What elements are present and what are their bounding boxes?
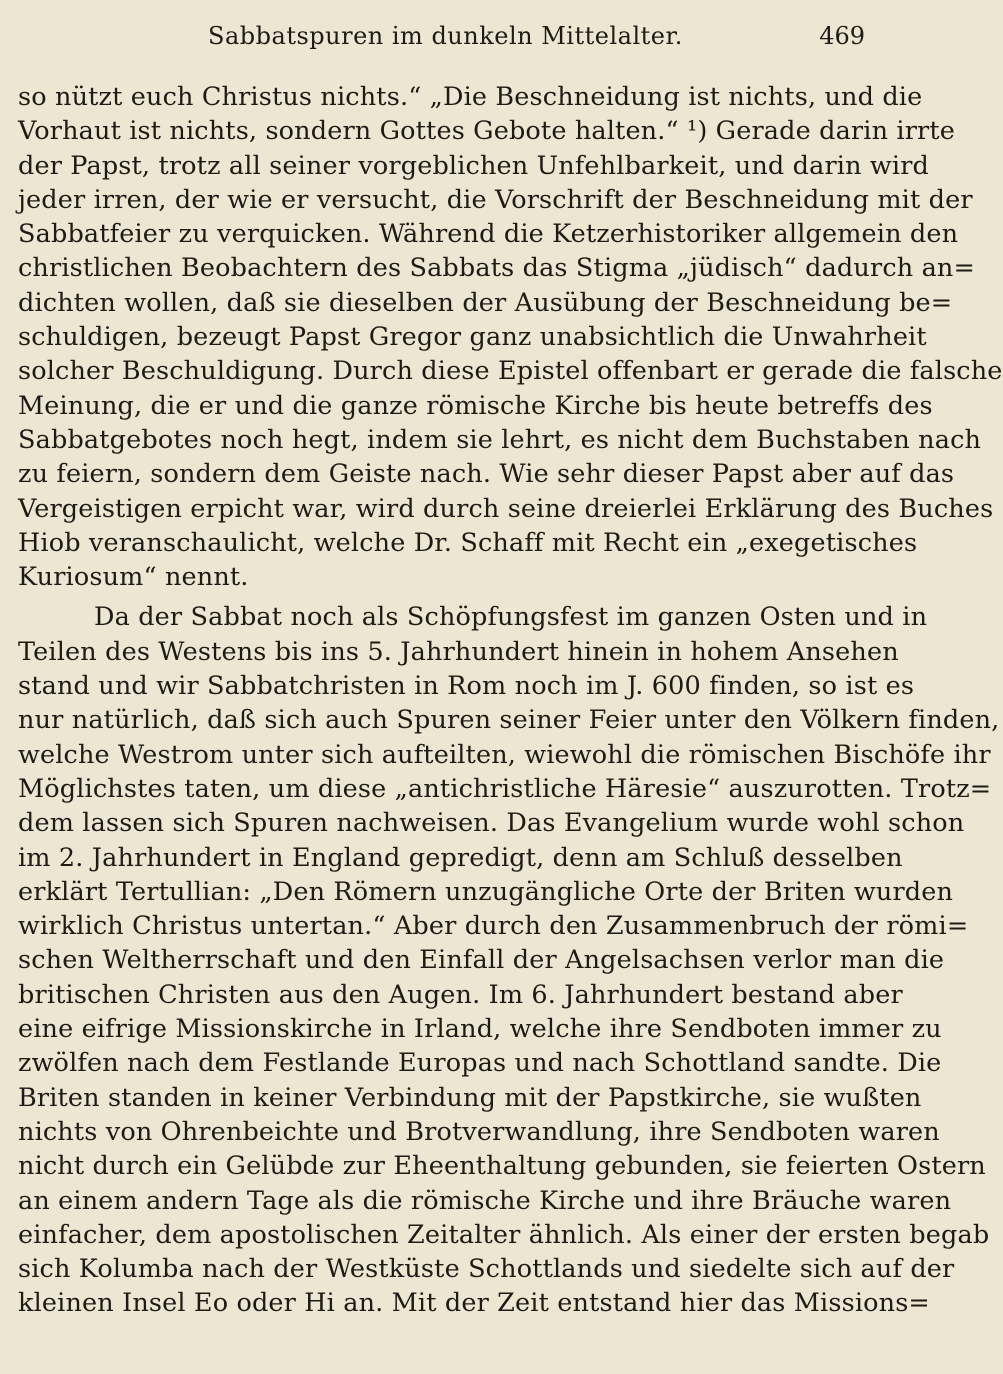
- text-line: dem lassen sich Spuren nachweisen. Das Evangelium wurde wohl schon: [18, 808, 965, 839]
- text-line: zwölfen nach dem Festlande Europas und nach Schottland sandte. Die: [18, 1048, 942, 1079]
- text-line: Briten standen in keiner Verbindung mit der Papstkirche, sie wußten: [18, 1082, 922, 1113]
- text-line: wirklich Christus untertan.“ Aber durch den Zusammenbruch der römi=: [18, 911, 969, 942]
- text-line: Hiob veranschaulicht, welche Dr. Schaff mit Recht ein „exegetisches: [18, 527, 918, 558]
- text-line: Teilen des Westens bis ins 5. Jahrhundert hinein in hohem Ansehen: [18, 636, 899, 667]
- text-line: solcher Beschuldigung. Durch diese Epistel offenbart er gerade die falsche: [18, 356, 1003, 387]
- text-line: eine eifrige Missionskirche in Irland, welche ihre Sendboten immer zu: [18, 1014, 942, 1045]
- text-line: stand und wir Sabbatchristen in Rom noch im J. 600 finden, so ist es: [18, 671, 915, 702]
- paragraph: [18, 600, 1000, 1320]
- text-line: nur natürlich, daß sich auch Spuren seiner Feier unter den Völkern finden,: [18, 705, 1000, 736]
- text-line: Meinung, die er und die ganze römische Kirche bis heute betreffs des: [18, 390, 933, 421]
- text-line: erklärt Tertullian: „Den Römern unzugängliche Orte der Briten wurden: [18, 876, 954, 907]
- text-line: schuldigen, bezeugt Papst Gregor ganz unabsichtlich die Unwahrheit: [18, 322, 927, 353]
- text-line: Da der Sabbat noch als Schöpfungsfest im ganzen Osten und in: [94, 602, 928, 633]
- text-line: der Papst, trotz all seiner vorgeblichen Unfehlbarkeit, und darin wird: [18, 150, 930, 181]
- text-line: schen Weltherrschaft und den Einfall der Angelsachsen verlor man die: [18, 945, 945, 976]
- text-line: sich Kolumba nach der Westküste Schottlands und siedelte sich auf der: [18, 1254, 955, 1285]
- paragraph: [18, 80, 1003, 594]
- page-header: [18, 22, 873, 56]
- text-line: britischen Christen aus den Augen. Im 6. Jahrhundert bestand aber: [18, 979, 903, 1010]
- text-line: Sabbatgebotes noch hegt, indem sie lehrt, es nicht dem Buchstaben nach: [18, 424, 982, 455]
- text-line: nichts von Ohrenbeichte und Brotverwandlung, ihre Sendboten waren: [18, 1116, 940, 1147]
- text-line: Sabbatfeier zu verquicken. Während die Ketzerhistoriker allgemein den: [18, 219, 959, 250]
- text-line: Möglichstes taten, um diese „antichristliche Häresie“ auszurotten. Trotz=: [18, 773, 992, 804]
- text-line: Vergeistigen erpicht war, wird durch seine dreierlei Erklärung des Buches: [18, 493, 994, 524]
- text-line: jeder irren, der wie er versucht, die Vorschrift der Beschneidung mit der: [18, 184, 973, 215]
- body-text: [18, 80, 1003, 1321]
- text-line: christlichen Beobachtern des Sabbats das Stigma „jüdisch“ dadurch an=: [18, 253, 976, 284]
- text-line: nicht durch ein Gelübde zur Eheenthaltung gebunden, sie feierten Ostern: [18, 1151, 986, 1182]
- running-title: Sabbatspuren im dunkeln Mittelalter.: [208, 22, 683, 50]
- text-line: im 2. Jahrhundert in England gepredigt, denn am Schluß desselben: [18, 842, 903, 873]
- text-line: zu feiern, sondern dem Geiste nach. Wie sehr dieser Papst aber auf das: [18, 459, 955, 490]
- text-line: dichten wollen, daß sie dieselben der Ausübung der Beschneidung be=: [18, 287, 953, 318]
- text-line: an einem andern Tage als die römische Kirche und ihre Bräuche waren: [18, 1185, 952, 1216]
- text-line: einfacher, dem apostolischen Zeitalter ähnlich. Als einer der ersten begab: [18, 1219, 990, 1250]
- page-number: 469: [819, 22, 865, 50]
- text-line: Vorhaut ist nichts, sondern Gottes Gebote halten.“ ¹) Gerade darin irrte: [18, 116, 956, 147]
- text-line: kleinen Insel Eo oder Hi an. Mit der Zeit entstand hier das Missions=: [18, 1288, 930, 1319]
- text-line: so nützt euch Christus nichts.“ „Die Beschneidung ist nichts, und die: [18, 82, 923, 112]
- text-line: Kuriosum“ nennt.: [18, 562, 249, 593]
- text-line: welche Westrom unter sich aufteilten, wiewohl die römischen Bischöfe ihr: [18, 739, 991, 770]
